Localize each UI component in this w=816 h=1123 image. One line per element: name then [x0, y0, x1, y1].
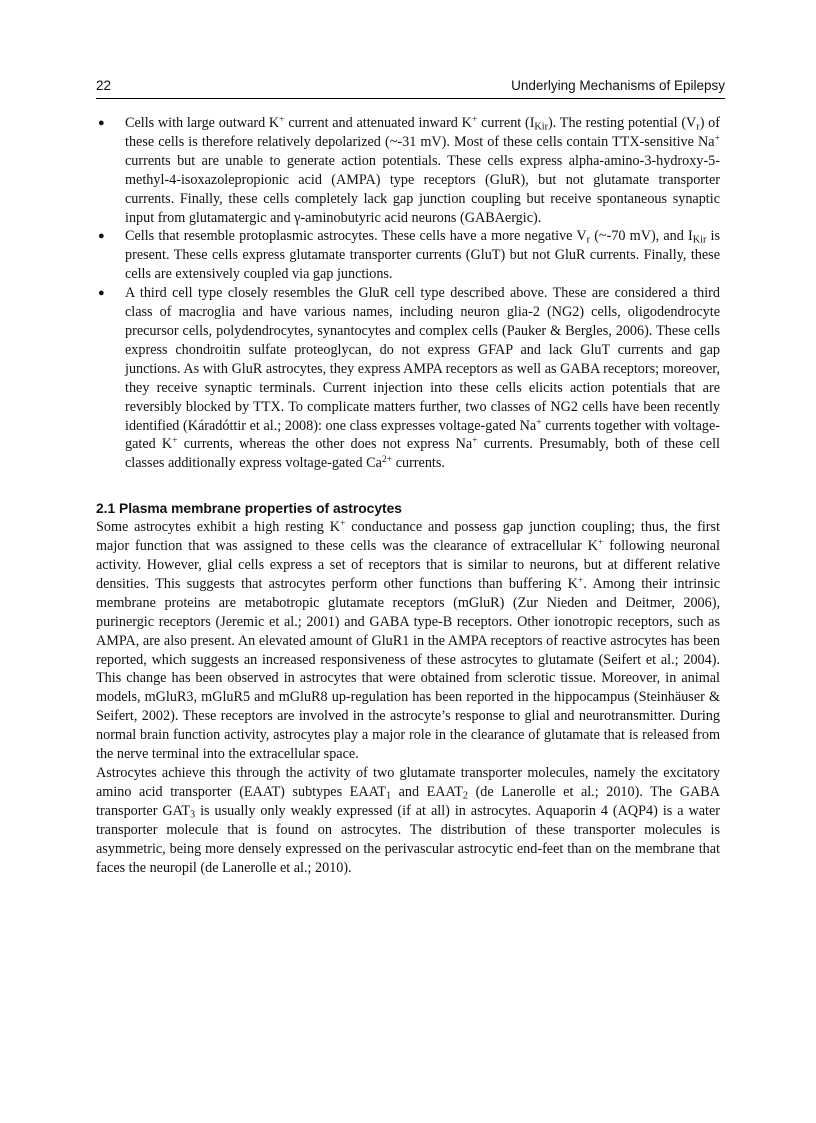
list-item [96, 114, 720, 227]
subscript: Kir [534, 121, 549, 133]
subscript: r [696, 121, 700, 133]
cell-type-list [96, 114, 720, 473]
text-run: currents but are unable to generate action potentials. These cells express alpha-amino-3-hydroxy-5-methyl-4-isoxazolepropionic acid (AMPA) type receptors (GluR), but not glutamate transporter currents. Finally, these cells completely lack gap junction coupling but receive spontaneous synaptic input from glutamatergic and γ-aminobutyric acid neurons (GABAergic). [125, 152, 720, 226]
superscript: + [471, 114, 478, 126]
text-run: is usually only weakly expressed (if at all) in astrocytes. Aquaporin 4 (AQP4) is a water transporter molecule that is found on astrocytes. The distribution of these transporter molecules is asymmetric, being more densely expressed on the perivascular astrocytic end-feet than on the membrane that faces the neuropil (de Lanerolle et al.; 2010). [96, 802, 720, 876]
superscript: 2+ [381, 454, 393, 466]
subscript: 2 [462, 790, 469, 802]
text-run: Some astrocytes exhibit a high resting K [96, 519, 340, 536]
bullet-icon: ● [98, 230, 105, 243]
paragraph [96, 764, 720, 877]
text-run: Astrocytes achieve this through the activity of two glutamate transporter molecules, namely the excitatory amino acid transporter (EAAT) subtypes EAAT [96, 765, 720, 800]
superscript: + [339, 518, 346, 530]
bullet-icon: ● [98, 117, 105, 129]
text-run: currents. Presumably, both of these cell classes additionally express voltage-gated Ca [125, 436, 720, 472]
text-run: (~-70 mV), and I [590, 228, 693, 245]
text-run: currents. [392, 455, 445, 472]
text-run: ) of these cells is therefore relatively depolarized (~-31 mV). Most of these cells contain TTX-sensitive Na [125, 115, 720, 150]
text-run: Cells that resemble protoplasmic astrocytes. These cells have a more negative V [125, 228, 587, 245]
list-item [96, 227, 720, 284]
subscript: 3 [190, 809, 196, 821]
text-run: currents, whereas the other does not express Na [177, 436, 473, 453]
section-heading: 2.1 Plasma membrane properties of astrocytes [96, 501, 402, 517]
paragraph [96, 518, 720, 764]
text-run: following neuronal activity. However, glial cells express a set of receptors that is similar to neurons, but at different relative densities. This suggests that astrocytes perform other functions than buffering K [96, 538, 720, 592]
text-run: A third cell type closely resembles the GluR cell type described above. These are considered a third class of macroglia and have various names, including neuron glia-2 (NG2) cells, oligodendrocyte precursor cells, polydendrocytes, synantocytes and complex cells (Pauker & Bergles, 2006). These cells express chondroitin sulfate proteoglycan, do not express GFAP and lack GluT currents and gap junctions. As with GluR astrocytes, they express AMPA receptors as well as GABA receptors; moreover, they receive synaptic terminals. Current injection into these cells elicits action potentials that are reversibly blocked by TTX. To complicate matters further, two classes of NG2 cells have been recently identified (Káradóttir et al.; 2008): one class expresses voltage-gated Na [125, 285, 720, 434]
book-title: Underlying Mechanisms of Epilepsy [511, 78, 725, 93]
page-number: 22 [96, 78, 112, 93]
list-item [96, 284, 720, 473]
text-run: is present. These cells express glutamate transporter currents (GluT) but not GluR currents. Finally, these cells are extensively coupled via gap junctions. [125, 228, 720, 283]
text-run: and EAAT [391, 783, 463, 800]
bullet-icon: ● [98, 287, 105, 300]
subscript: Kir [692, 234, 707, 246]
text-run: ). The resting potential (V [548, 115, 697, 131]
superscript: + [714, 133, 720, 145]
subscript: r [586, 234, 591, 246]
text-run: conductance and possess gap junction coupling; thus, the first major function that was assigned to these cells was the clearance of extracellular K [96, 519, 720, 555]
text-run: (de Lanerolle et al.; 2010). The GABA transporter GAT [96, 783, 720, 819]
text-run: current (I [477, 115, 535, 131]
superscript: + [472, 435, 478, 447]
superscript: + [536, 416, 542, 428]
text-run: currents together with voltage-gated K [125, 417, 720, 453]
text-run: Cells with large outward K [125, 115, 280, 131]
text-run: current and attenuated inward K [284, 115, 472, 131]
superscript: + [279, 114, 285, 126]
superscript: + [577, 575, 584, 587]
text-run: . Among their intrinsic membrane proteins are metabotropic glutamate receptors (mGluR) (Zur Nieden and Deitmer, 2006), purinergic receptors (Jeremic et al.; 2001) and GABA type-B receptors. Other ionotropic receptors, such as AMPA, are also present. An elevated amount of GluR1 in the AMPA receptors of reactive astrocytes has been reported, which suggests an increased responsiveness of these astrocytes to glutamate (Seifert et al.; 2004). This change has been observed in astrocytes that were obtained from sclerotic tissue. Moreover, in animal models, mGluR3, mGluR5 and mGluR8 up-regulation has been reported in the hippocampus (Steinhäuser & Seifert, 2002). These receptors are involved in the astrocyte’s response to glial and neurotransmitter. During normal brain function activity, astrocytes play a major role in the clearance of glutamate that is released from the nerve terminal into the extracellular space. [96, 575, 720, 763]
superscript: + [172, 435, 178, 447]
body-text [96, 114, 720, 877]
running-header [96, 78, 725, 99]
subscript: 1 [385, 790, 392, 802]
superscript: + [597, 537, 604, 549]
